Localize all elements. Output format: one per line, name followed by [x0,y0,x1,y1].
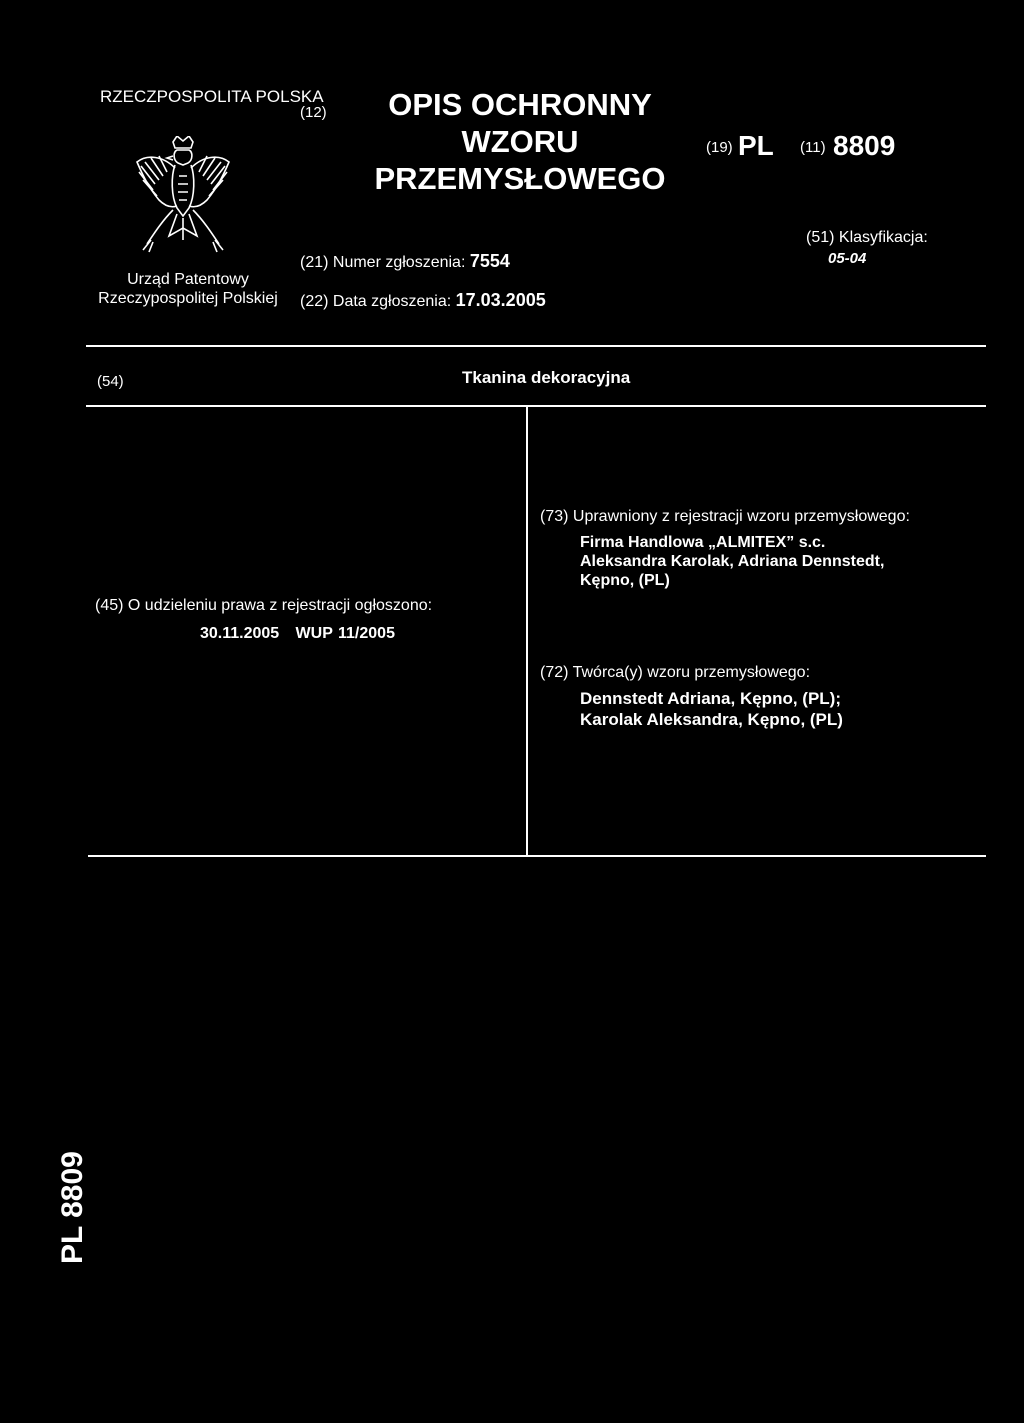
office-line-2: Rzeczypospolitej Polskiej [98,290,278,307]
code-11: (11) [800,139,826,156]
holder-line-1: Firma Handlowa „ALMITEX” s.c. [580,534,826,551]
title-divider [86,405,986,407]
holder-label: (73) Uprawniony z rejestracji wzoru przemysłowego: [540,508,910,525]
creator-line-1: Dennstedt Adriana, Kępno, (PL); [580,689,841,708]
filing-date-row [300,290,546,311]
document-title-line-1: OPIS OCHRONNY [388,87,652,122]
document-title-line-2: WZORU [461,124,579,159]
holder-line-2: Aleksandra Karolak, Adriana Dennstedt, [580,553,885,570]
patent-office-name [82,270,294,308]
code-12: (12) [300,104,327,121]
classification-value: 05-04 [828,250,867,267]
document-title-line-3: PRZEMYSŁOWEGO [374,161,666,196]
code-19: (19) [706,139,733,156]
creators-label: (72) Twórca(y) wzoru przemysłowego: [540,664,811,681]
creators-details [580,688,843,730]
top-divider [86,345,986,347]
classification-label: (51) Klasyfikacja: [806,229,928,246]
country-name: RZECZPOSPOLITA POLSKA [100,87,324,106]
holder-details [580,533,884,590]
creator-line-2: Karolak Aleksandra, Kępno, (PL) [580,710,843,729]
polish-eagle-emblem-icon [133,136,233,254]
document-title [360,86,680,197]
office-line-1: Urząd Patentowy [127,271,249,288]
filing-date-value: 17.03.2005 [455,290,546,310]
holder-line-3: Kępno, (PL) [580,572,670,589]
country-code: PL [738,130,774,161]
filing-date-label: (22) Data zgłoszenia: [300,293,452,310]
side-document-id: PL 8809 [56,1151,89,1264]
publication-label: (45) O udzieleniu prawa z rejestracji ogłoszono: [95,597,433,614]
column-divider [526,405,528,857]
application-number-label: (21) Numer zgłoszenia: [300,254,466,271]
document-number: 8809 [833,130,896,161]
design-title: Tkanina dekoracyjna [462,368,631,387]
application-number-value: 7554 [469,251,510,271]
code-54: (54) [97,373,124,390]
bottom-divider [88,855,986,857]
publication-value: 30.11.2005 WUP 11/2005 [200,625,395,642]
application-number-row [300,251,510,272]
